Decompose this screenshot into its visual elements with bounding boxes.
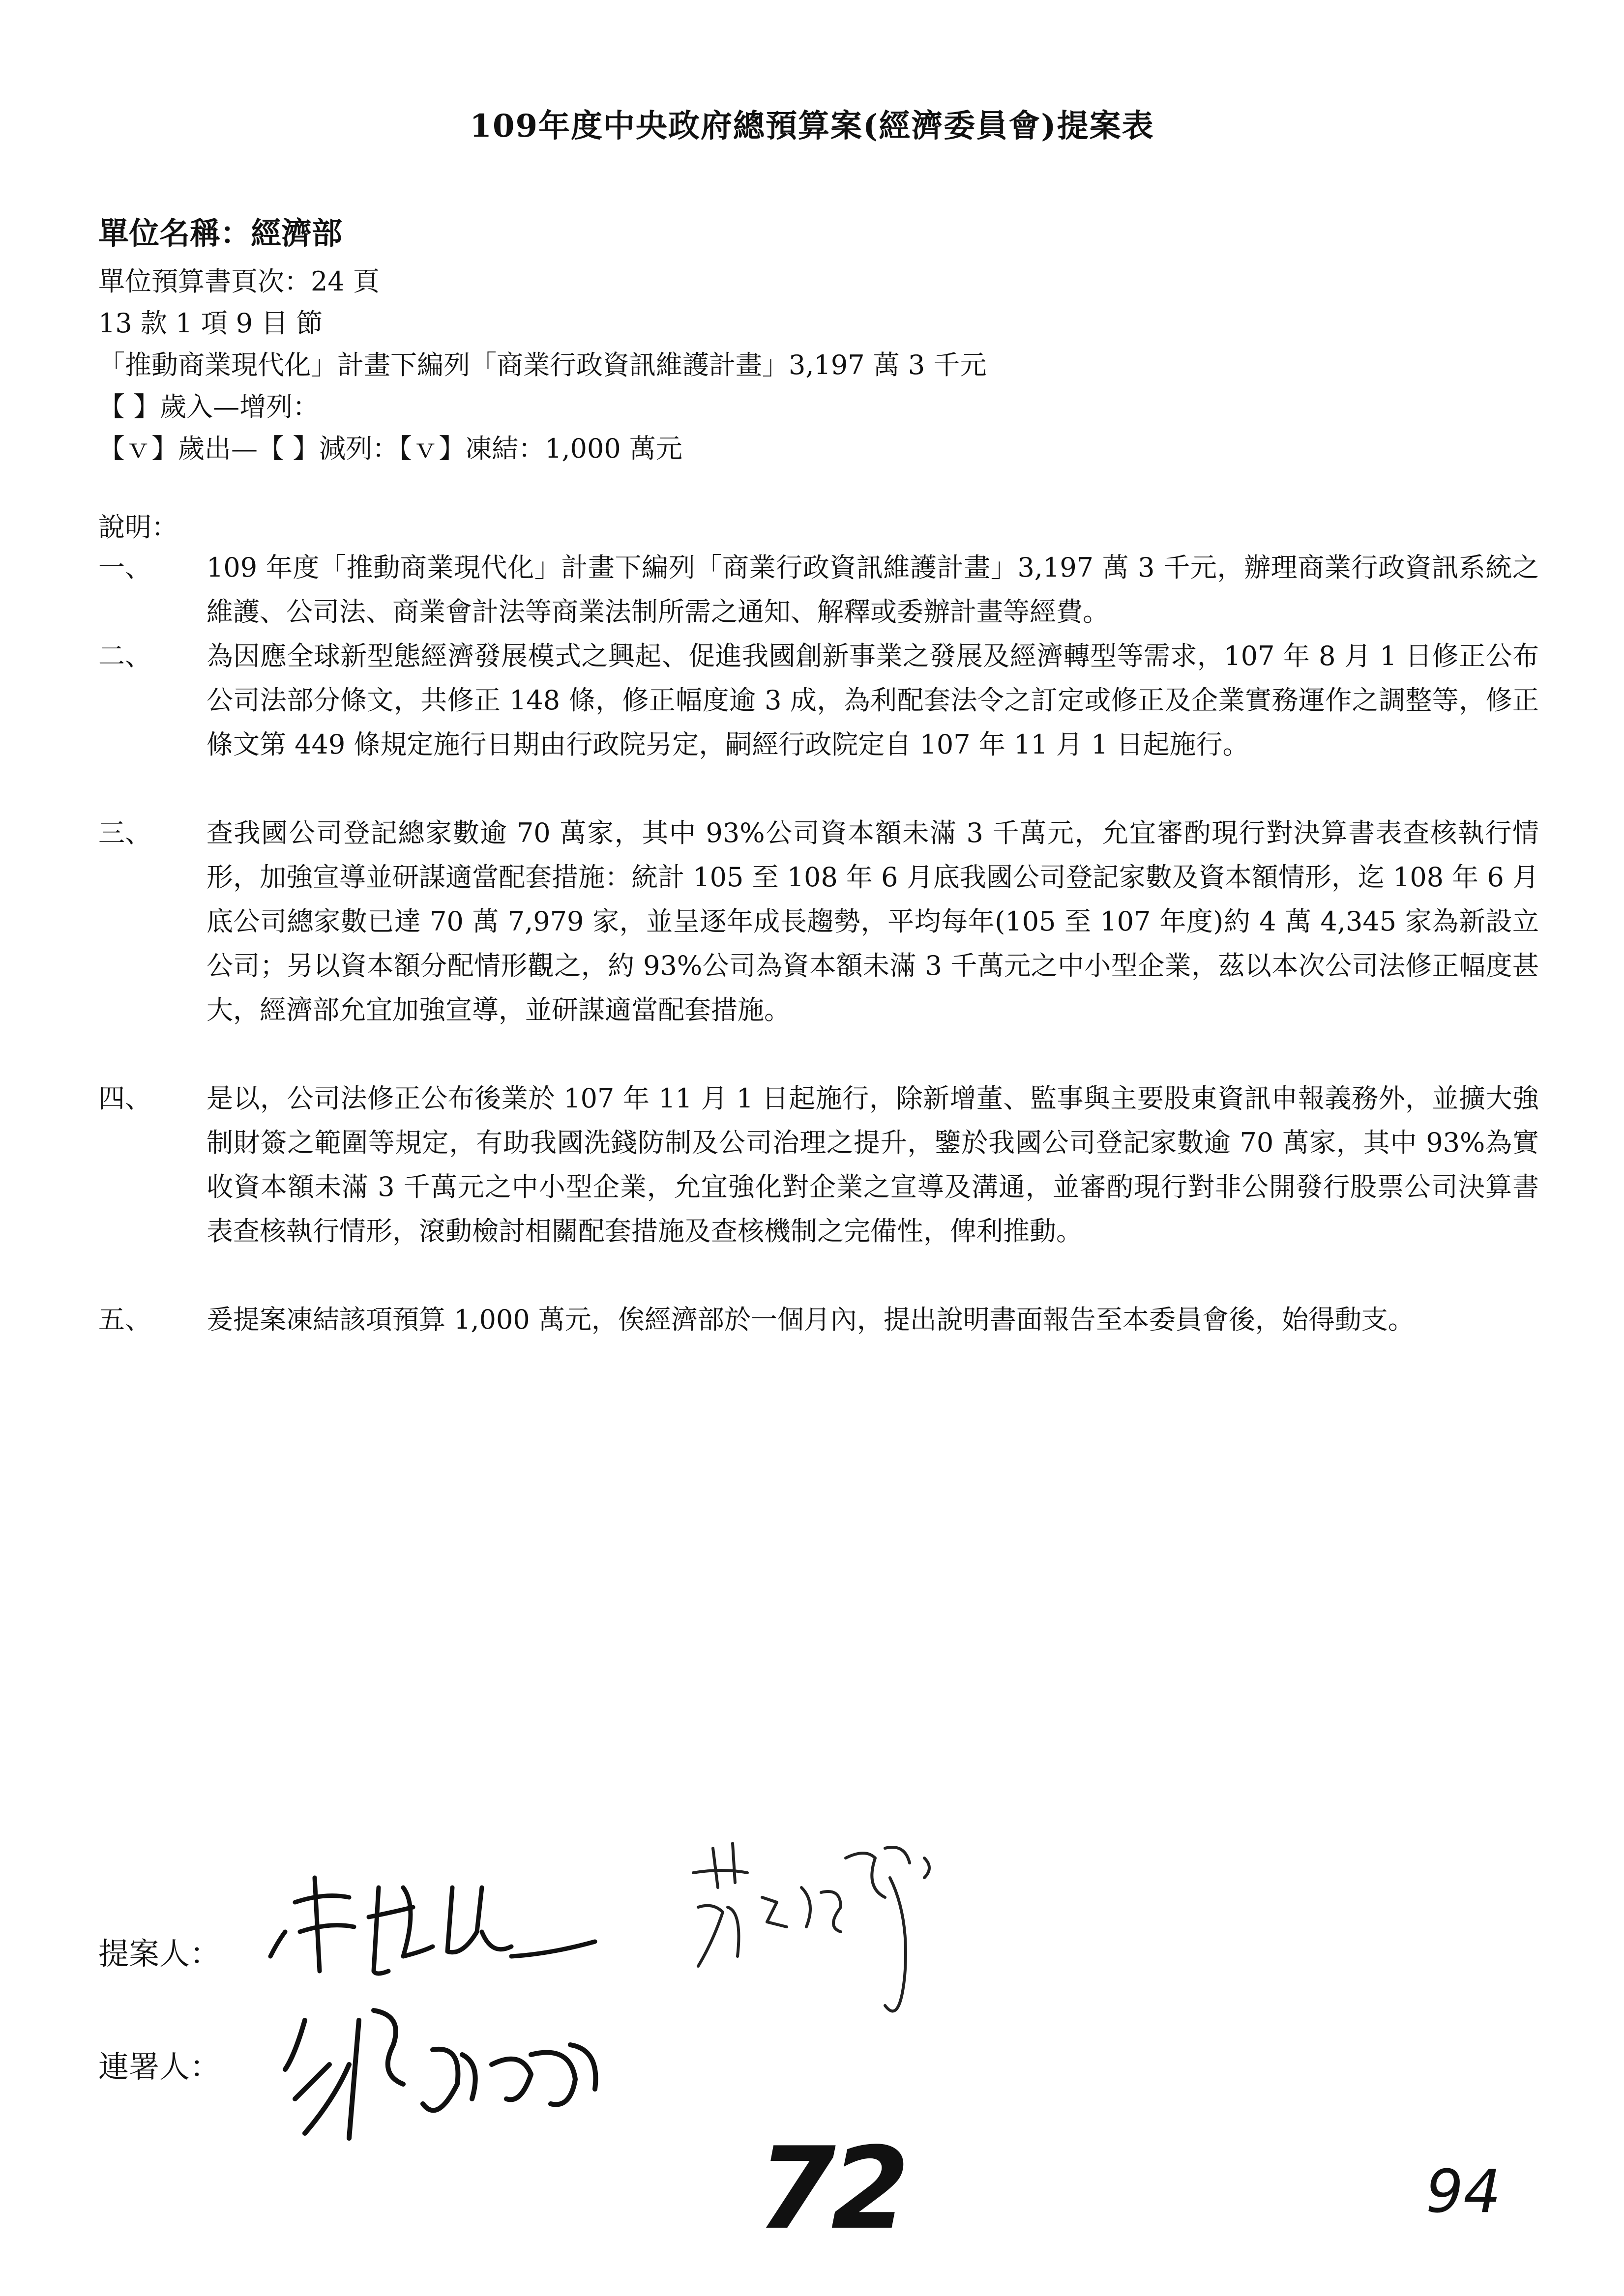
handwritten-number: 72 bbox=[757, 2123, 905, 2255]
item-text: 109 年度「推動商業現代化」計畫下編列「商業行政資訊維護計畫」3,197 萬 3 千元，辦理商業行政資訊系統之維護、公司法、商業會計法等商業法制所需之通知、解釋或委辦計畫等經費。 bbox=[207, 552, 1539, 627]
item-text: 為因應全球新型態經濟發展模式之興起、促進我國創新事業之發展及經濟轉型等需求，107 年 8 月 1 日修正公布公司法部分條文，共修正 148 條，修正幅度逾 3 成，為利配套法令之訂定或修正及企業實務運作之調整等，修正條文第 449 條規定施行日期由行政院另定，嗣經行政院定自 107 年 11 月 1 日起施行。 bbox=[207, 640, 1539, 760]
item-number: 三、 bbox=[98, 817, 151, 848]
item-text: 查我國公司登記總家數逾 70 萬家，其中 93%公司資本額未滿 3 千萬元，允宜審酌現行對決算書表查核執行情形，加強宣導並研謀適當配套措施：統計 105 至 108 年 6 月底我國公司登記家數及資本額情形，迄 108 年 6 月底公司總家數已達 70 萬 7,979 家，並呈逐年成長趨勢，平均每年(105 至 107 年度)約 4 萬 4,345 家為新設立公司；另以資本額分配情形觀之，約 93%公司為資本額未滿 3 千萬元之中小型企業，茲以本次公司法修正幅度甚大，經濟部允宜加強宣導，並研謀適當配套措施。 bbox=[207, 817, 1539, 1025]
budget-item-reference: 13 款 1 項 9 目 節 bbox=[98, 308, 323, 339]
item-number: 五、 bbox=[98, 1304, 151, 1335]
item-number: 一、 bbox=[98, 552, 151, 583]
cosigner-label: 連署人： bbox=[98, 2049, 221, 2085]
second-proposer-signature bbox=[679, 1829, 954, 2035]
document-title: 109年度中央政府總預算案(經濟委員會)提案表 bbox=[470, 108, 1154, 145]
description-item bbox=[98, 811, 1539, 1032]
expenditure-line: 【ｖ】歲出—【 】減列：【ｖ】凍結：1,000 萬元 bbox=[98, 433, 682, 464]
description-item bbox=[98, 1298, 1539, 1342]
budget-page-reference: 單位預算書頁次：24 頁 bbox=[98, 266, 380, 297]
description-label: 說明： bbox=[98, 512, 178, 543]
description-item bbox=[98, 546, 1539, 634]
plan-allocation: 「推動商業現代化」計畫下編列「商業行政資訊維護計畫」3,197 萬 3 千元 bbox=[98, 349, 987, 380]
item-text: 爰提案凍結該項預算 1,000 萬元，俟經濟部於一個月內，提出說明書面報告至本委員會後，始得動支。 bbox=[207, 1304, 1415, 1335]
unit-name: 單位名稱：經濟部 bbox=[98, 215, 343, 251]
item-number: 二、 bbox=[98, 640, 151, 671]
description-item bbox=[98, 1076, 1539, 1253]
revenue-line: 【 】歲入—增列： bbox=[98, 391, 320, 422]
cosigner-signature bbox=[275, 1991, 620, 2153]
page-number: 94 bbox=[1426, 2158, 1501, 2226]
item-number: 四、 bbox=[98, 1083, 151, 1114]
item-text: 是以，公司法修正公布後業於 107 年 11 月 1 日起施行，除新增董、監事與主要股東資訊申報義務外，並擴大強制財簽之範圍等規定，有助我國洗錢防制及公司治理之提升，鑒於我國公司登記家數逾 70 萬家，其中 93%為實收資本額未滿 3 千萬元之中小型企業，允宜強化對企業之宣導及溝通，並審酌現行對非公開發行股票公司決算書表查核執行情形，滾動檢討相關配套措施及查核機制之完備性，俾利推動。 bbox=[207, 1083, 1539, 1247]
proposer-label: 提案人： bbox=[98, 1936, 221, 1972]
description-item bbox=[98, 634, 1539, 767]
proposer-signature bbox=[256, 1858, 600, 1986]
